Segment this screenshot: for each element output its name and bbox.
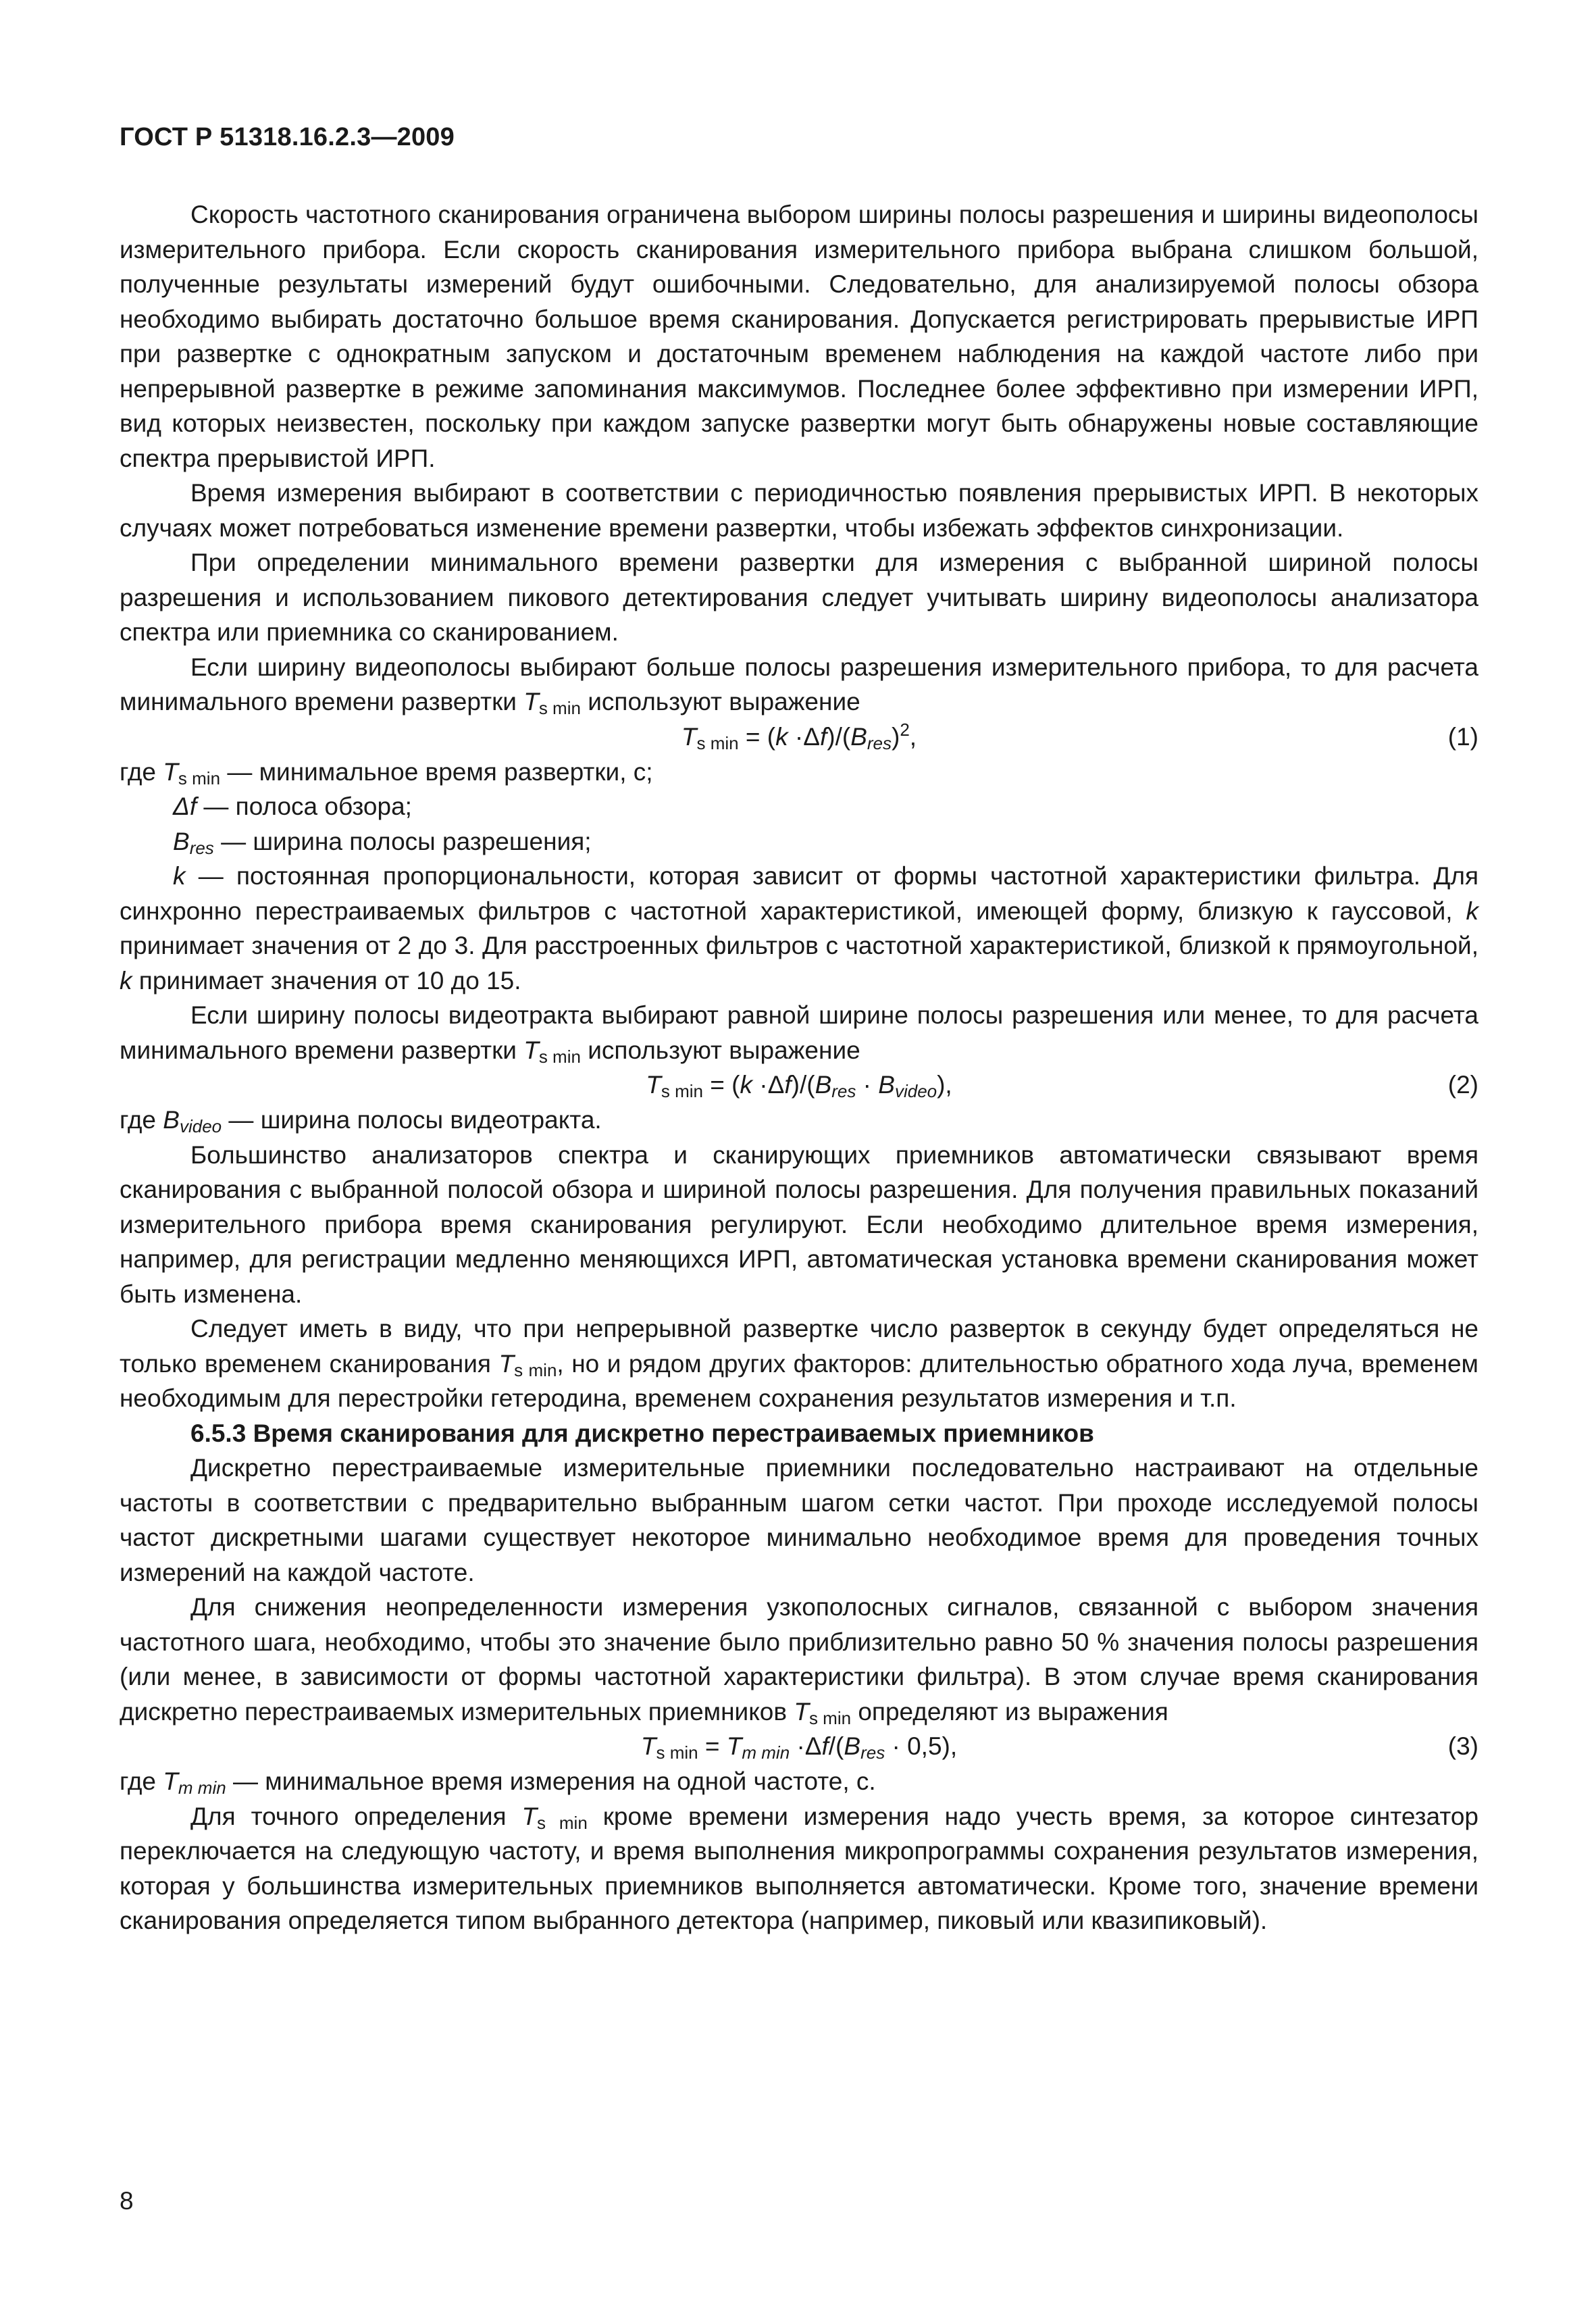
formula-number: (3)	[1447, 1732, 1478, 1760]
section-heading: 6.5.3 Время сканирования для дискретно перестраиваемых приемников	[190, 1419, 1094, 1447]
formula-1	[120, 720, 1478, 755]
definition: Δf — полоса обзора;	[173, 793, 412, 820]
document-body	[120, 197, 1478, 1938]
definition: где $T_{m min}$ — минимальное время измерения на одной частоте, с.	[120, 1767, 876, 1798]
paragraph: При определении минимального времени развертки для измерения с выбранной шириной полосы разрешения и использованием пикового детектирования следует учитывать ширину видеополосы анализатора спектра или приемника со сканированием.	[120, 549, 1478, 646]
formula-number: (2)	[1447, 1071, 1478, 1099]
paragraph: Дискретно перестраиваемые измерительные приемники последовательно настраивают на отдельные частоты в соответствии с предварительно выбранным шагом сетки частот. При проходе исследуемой полосы частот дискретными шагами существует некоторое минимально необходимое время для проведения точных измерений на каждой частоте.	[120, 1454, 1478, 1586]
definition: k — постоянная пропорциональности, которая зависит от формы частотной характеристики фильтра. Для синхронно перестраиваемых фильтров с частотной характеристикой, имеющей форму, близкую к гауссовой, k принимает значения от 2 до 3. Для расстроенных фильтров с частотной характеристикой, близкой к прямоугольной, k принимает значения от 10 до 15.	[120, 862, 1479, 995]
definition: $B_{res}$ — ширина полосы разрешения;	[173, 827, 592, 858]
paragraph: Если ширину полосы видеотракта выбирают равной ширине полосы разрешения или менее, то для расчета минимального времени развертки $T_{s min}$ используют выражение	[120, 1001, 1478, 1067]
paragraph: Время измерения выбирают в соответствии с периодичностью появления прерывистых ИРП. В некоторых случаях может потребоваться изменение времени развертки, чтобы избежать эффектов синхронизации.	[120, 479, 1478, 542]
page-number: 8	[120, 2187, 134, 2215]
formula-expression: $T_{s min} = (k \cdot\Delta f)/(B_{res} \cdot B_{video})$,	[646, 1071, 952, 1101]
paragraph: Скорость частотного сканирования ограничена выбором ширины полосы разрешения и ширины видеополосы измерительного прибора. Если скорость сканирования измерительного прибора выбрана слишком большой, полученные результаты измерений будут ошибочными. Следовательно, для анализируемой полосы обзора необходимо выбирать достаточно большое время сканирования. Допускается регистрировать прерывистые ИРП при развертке с однократным запуском и достаточным временем наблюдения на каждой частоте либо при непрерывной развертке в режиме запоминания максимумов. Последнее более эффективно при измерении ИРП, вид которых неизвестен, поскольку при каждом запуске развертки могут быть обнаружены новые составляющие спектра прерывистой ИРП.	[120, 201, 1478, 472]
formula-number: (1)	[1447, 722, 1478, 751]
definition: где $T_{s min}$ — минимальное время развертки, с;	[120, 757, 653, 788]
formula-expression: $T_{s min} = T_{m min} \cdot\Delta f/(B_{res} \cdot 0,5)$,	[640, 1732, 958, 1763]
paragraph: Следует иметь в виду, что при непрерывной развертке число разверток в секунду будет определяться не только временем сканирования $T_{s min}$, но и рядом других факторов: длительностью обратного хода луча, временем необходимым для перестройки гетеродина, временем сохранения результатов измерения и т.п.	[120, 1315, 1478, 1412]
definition: где $B_{video}$ — ширина полосы видеотракта.	[120, 1106, 602, 1136]
paragraph: Для точного определения $T_{s min}$ кроме времени измерения надо учесть время, за которое синтезатор переключается на следующую частоту, и время выполнения микропрограммы сохранения результатов измерения, которая у большинства измерительных приемников выполняется автоматически. Кроме того, значение времени сканирования определяется типом выбранного детектора (например, пиковый или квазипиковый).	[120, 1802, 1479, 1934]
formula-3	[120, 1729, 1478, 1764]
formula-2	[120, 1067, 1478, 1103]
document-header: ГОСТ Р 51318.16.2.3—2009	[120, 123, 455, 151]
formula-expression: $T_{s min} = (k \cdot\Delta f)/(B_{res})^2$,	[681, 719, 917, 753]
paragraph: Большинство анализаторов спектра и сканирующих приемников автоматически связывают время сканирования с выбранной полосой обзора и шириной полосы разрешения. Для получения правильных показаний измерительного прибора время сканирования регулируют. Если необходимо длительное время измерения, например, для регистрации медленно меняющихся ИРП, автоматическая установка времени сканирования может быть изменена.	[120, 1140, 1478, 1308]
paragraph: Если ширину видеополосы выбирают больше полосы разрешения измерительного прибора, то для расчета минимального времени развертки $T_{s min}$ используют выражение	[120, 653, 1478, 718]
paragraph: Для снижения неопределенности измерения узкополосных сигналов, связанной с выбором значения частотного шага, необходимо, чтобы это значение было приблизительно равно 50 % значения полосы разрешения (или менее, в зависимости от формы частотной характеристики фильтра). В этом случае время сканирования дискретно перестраиваемых измерительных приемников $T_{s min}$ определяют из выражения	[120, 1593, 1478, 1728]
